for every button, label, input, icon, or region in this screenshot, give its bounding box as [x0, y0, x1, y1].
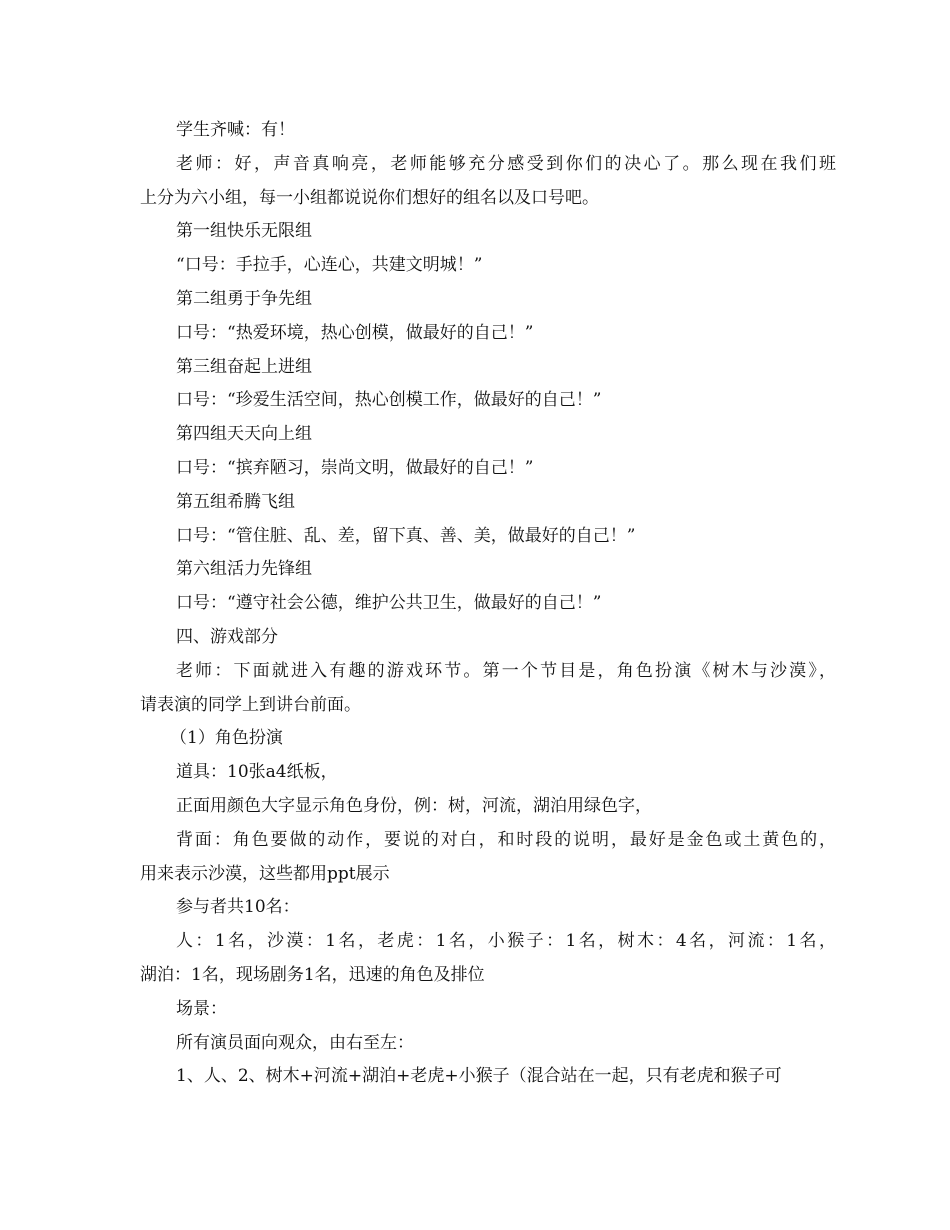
text-line: 第三组奋起上进组 [176, 356, 312, 377]
text-line: 口号：“摈弃陋习，崇尚文明，做最好的自己！” [176, 457, 534, 478]
section-heading: 四、游戏部分 [176, 626, 278, 647]
text-line: 湖泊：1名，现场剧务1名，迅速的角色及排位 [140, 964, 485, 985]
text-line: 第五组希腾飞组 [176, 491, 295, 512]
text-line: 第六组活力先锋组 [176, 559, 312, 580]
text-line: 参与者共10名： [176, 897, 300, 918]
text-line: 口号：“热爱环境，热心创模，做最好的自己！” [176, 322, 534, 343]
text-line: 口号：“遵守社会公德，维护公共卫生，做最好的自己！” [176, 593, 602, 614]
text-line: 1、人、2、树木+河流+湖泊+老虎+小猴子（混合站在一起，只有老虎和猴子可 [176, 1066, 782, 1087]
text-line: 请表演的同学上到讲台前面。 [140, 694, 361, 715]
text-line: 口号：“管住脏、乱、差，留下真、善、美，做最好的自己！” [176, 525, 636, 546]
text-line: 正面用颜色大字显示角色身份，例：树，河流，湖泊用绿色字， [176, 795, 652, 816]
text-line: “口号：手拉手，心连心，共建文明城！” [176, 255, 483, 276]
text-line: 所有演员面向观众，由右至左： [176, 1032, 414, 1053]
text-line: 第二组勇于争先组 [176, 288, 312, 309]
text-line: 口号：“珍爱生活空间，热心创模工作，做最好的自己！” [176, 390, 602, 411]
text-line: 上分为六小组，每一小组都说说你们想好的组名以及口号吧。 [140, 187, 599, 208]
text-line: 第四组天天向上组 [176, 424, 312, 445]
text-line: 老师：下面就进入有趣的游戏环节。第一个节目是，角色扮演《树木与沙漠》， [176, 660, 836, 681]
document-body [140, 114, 836, 1094]
text-line: 背面：角色要做的动作，要说的对白，和时段的说明，最好是金色或土黄色的， [176, 829, 836, 850]
text-line: 老师：好，声音真响亮，老师能够充分感受到你们的决心了。那么现在我们班 [176, 153, 836, 174]
text-line: 学生齐喊：有！ [176, 120, 295, 140]
text-line: 道具：10张a4纸板， [176, 762, 338, 783]
text-line: 场景： [176, 998, 227, 1019]
text-line: 人：1名，沙漠：1名，老虎：1名，小猴子：1名，树木：4名，河流：1名， [176, 931, 836, 952]
subsection-heading: （1）角色扮演 [170, 728, 283, 749]
text-line: 第一组快乐无限组 [176, 221, 312, 242]
text-line: 用来表示沙漠，这些都用ppt展示 [140, 863, 390, 884]
